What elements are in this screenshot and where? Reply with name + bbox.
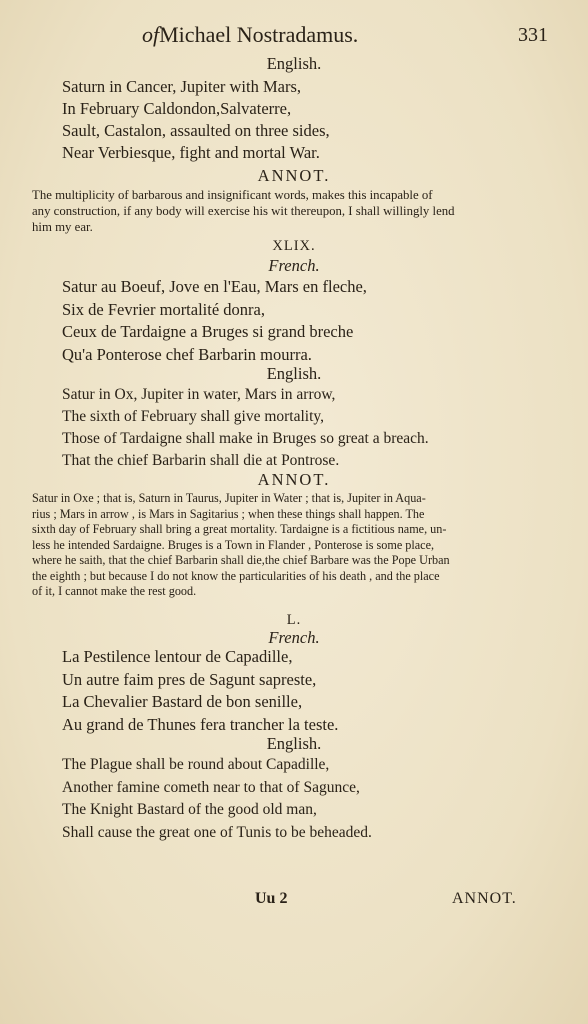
verse-line: Ceux de Tardaigne a Bruges si grand breche xyxy=(62,322,354,341)
verse-line: In February Caldondon,Salvaterre, xyxy=(62,99,292,118)
verse-line: Satur in Ox, Jupiter in water, Mars in arrow, xyxy=(62,386,336,403)
annot-line: any construction, if any body will exercise his wit thereupon, I shall willingly lend xyxy=(32,204,455,218)
annot-line: sixth day of February shall bring a great mortality. Tardaigne is a fictitious name, un- xyxy=(32,522,447,536)
verse-line: Six de Fevrier mortalité donra, xyxy=(62,299,265,319)
running-title-text: Michael Nostradamus. xyxy=(159,22,359,47)
section2-number: XLIX. xyxy=(272,238,316,254)
annot-line: less he intended Sardaigne. Bruges is a Town in Flander , Ponterose is some place, xyxy=(32,537,435,552)
verse-line: La Pestilence lentour de Capadille, xyxy=(62,647,293,666)
annot-line: Satur in Oxe ; that is, Saturn in Taurus, Jupiter in Water ; that is, Jupiter in Aqua- xyxy=(32,491,426,505)
section2-french-verse xyxy=(62,276,562,366)
section2-english-heading: English. xyxy=(266,364,322,383)
verse-line: Saturn in Cancer, Jupiter with Mars, xyxy=(62,77,302,96)
running-title-prefix: of xyxy=(142,22,160,47)
verse-line: Qu'a Ponterose chef Barbarin mourra. xyxy=(62,344,312,364)
annot-line: rius ; Mars in arrow , is Mars in Sagitarius ; when these things shall happen. The xyxy=(32,506,425,521)
section3-english-verse xyxy=(62,754,562,844)
section3-french-heading: French. xyxy=(268,628,320,647)
annot-line: of it, I cannot make the rest good. xyxy=(32,584,197,598)
section3-french-verse xyxy=(62,646,562,736)
section3-english-heading: English. xyxy=(266,734,322,753)
annot-line: him my ear. xyxy=(32,220,93,234)
verse-line: The Knight Bastard of the good old man, xyxy=(62,801,317,818)
section1-annot-heading: ANNOT. xyxy=(257,166,331,185)
catchword: ANNOT. xyxy=(452,890,517,907)
verse-line: Un autre faim pres de Sagunt sapreste, xyxy=(62,669,317,689)
verse-line: Near Verbiesque, fight and mortal War. xyxy=(62,143,320,162)
verse-line: Another famine cometh near to that of Sagunce, xyxy=(62,778,360,796)
verse-line: Sault, Castalon, assaulted on three sides, xyxy=(62,121,330,140)
verse-line: That the chief Barbarin shall die at Pontrose. xyxy=(62,452,340,469)
section1-english-verse xyxy=(62,76,562,164)
verse-line: Satur au Boeuf, Jove en l'Eau, Mars en fleche, xyxy=(62,277,367,296)
section3-number: L. xyxy=(286,612,302,628)
annot-line: where he saith, that the chief Barbarin shall die,the chief Barbare was the Pope Urban xyxy=(32,553,450,567)
verse-line: Those of Tardaigne shall make in Bruges so great a breach. xyxy=(62,430,429,447)
verse-line: Au grand de Thunes fera trancher la teste. xyxy=(62,714,339,734)
page-number: 331 xyxy=(518,24,548,46)
section2-french-heading: French. xyxy=(268,256,320,275)
annot-line: The multiplicity of barbarous and insignificant words, makes this incapable of xyxy=(32,188,433,202)
page-header xyxy=(0,22,588,52)
verse-line: Shall cause the great one of Tunis to be beheaded. xyxy=(62,823,372,841)
running-title xyxy=(142,22,358,48)
section2-english-verse xyxy=(62,384,562,472)
verse-line: The sixth of February shall give mortality, xyxy=(62,408,325,425)
verse-line: La Chevalier Bastard de bon senille, xyxy=(62,692,303,711)
section1-heading: English. xyxy=(266,54,322,73)
verse-line: The Plague shall be round about Capadille, xyxy=(62,756,330,773)
signature-mark: Uu 2 xyxy=(255,890,288,907)
section2-annotation xyxy=(32,491,562,600)
section1-annotation xyxy=(32,187,562,235)
annot-line: the eighth ; but because I do not know the particularities of his death , and the place xyxy=(32,568,440,583)
section2-annot-heading: ANNOT. xyxy=(257,470,331,489)
